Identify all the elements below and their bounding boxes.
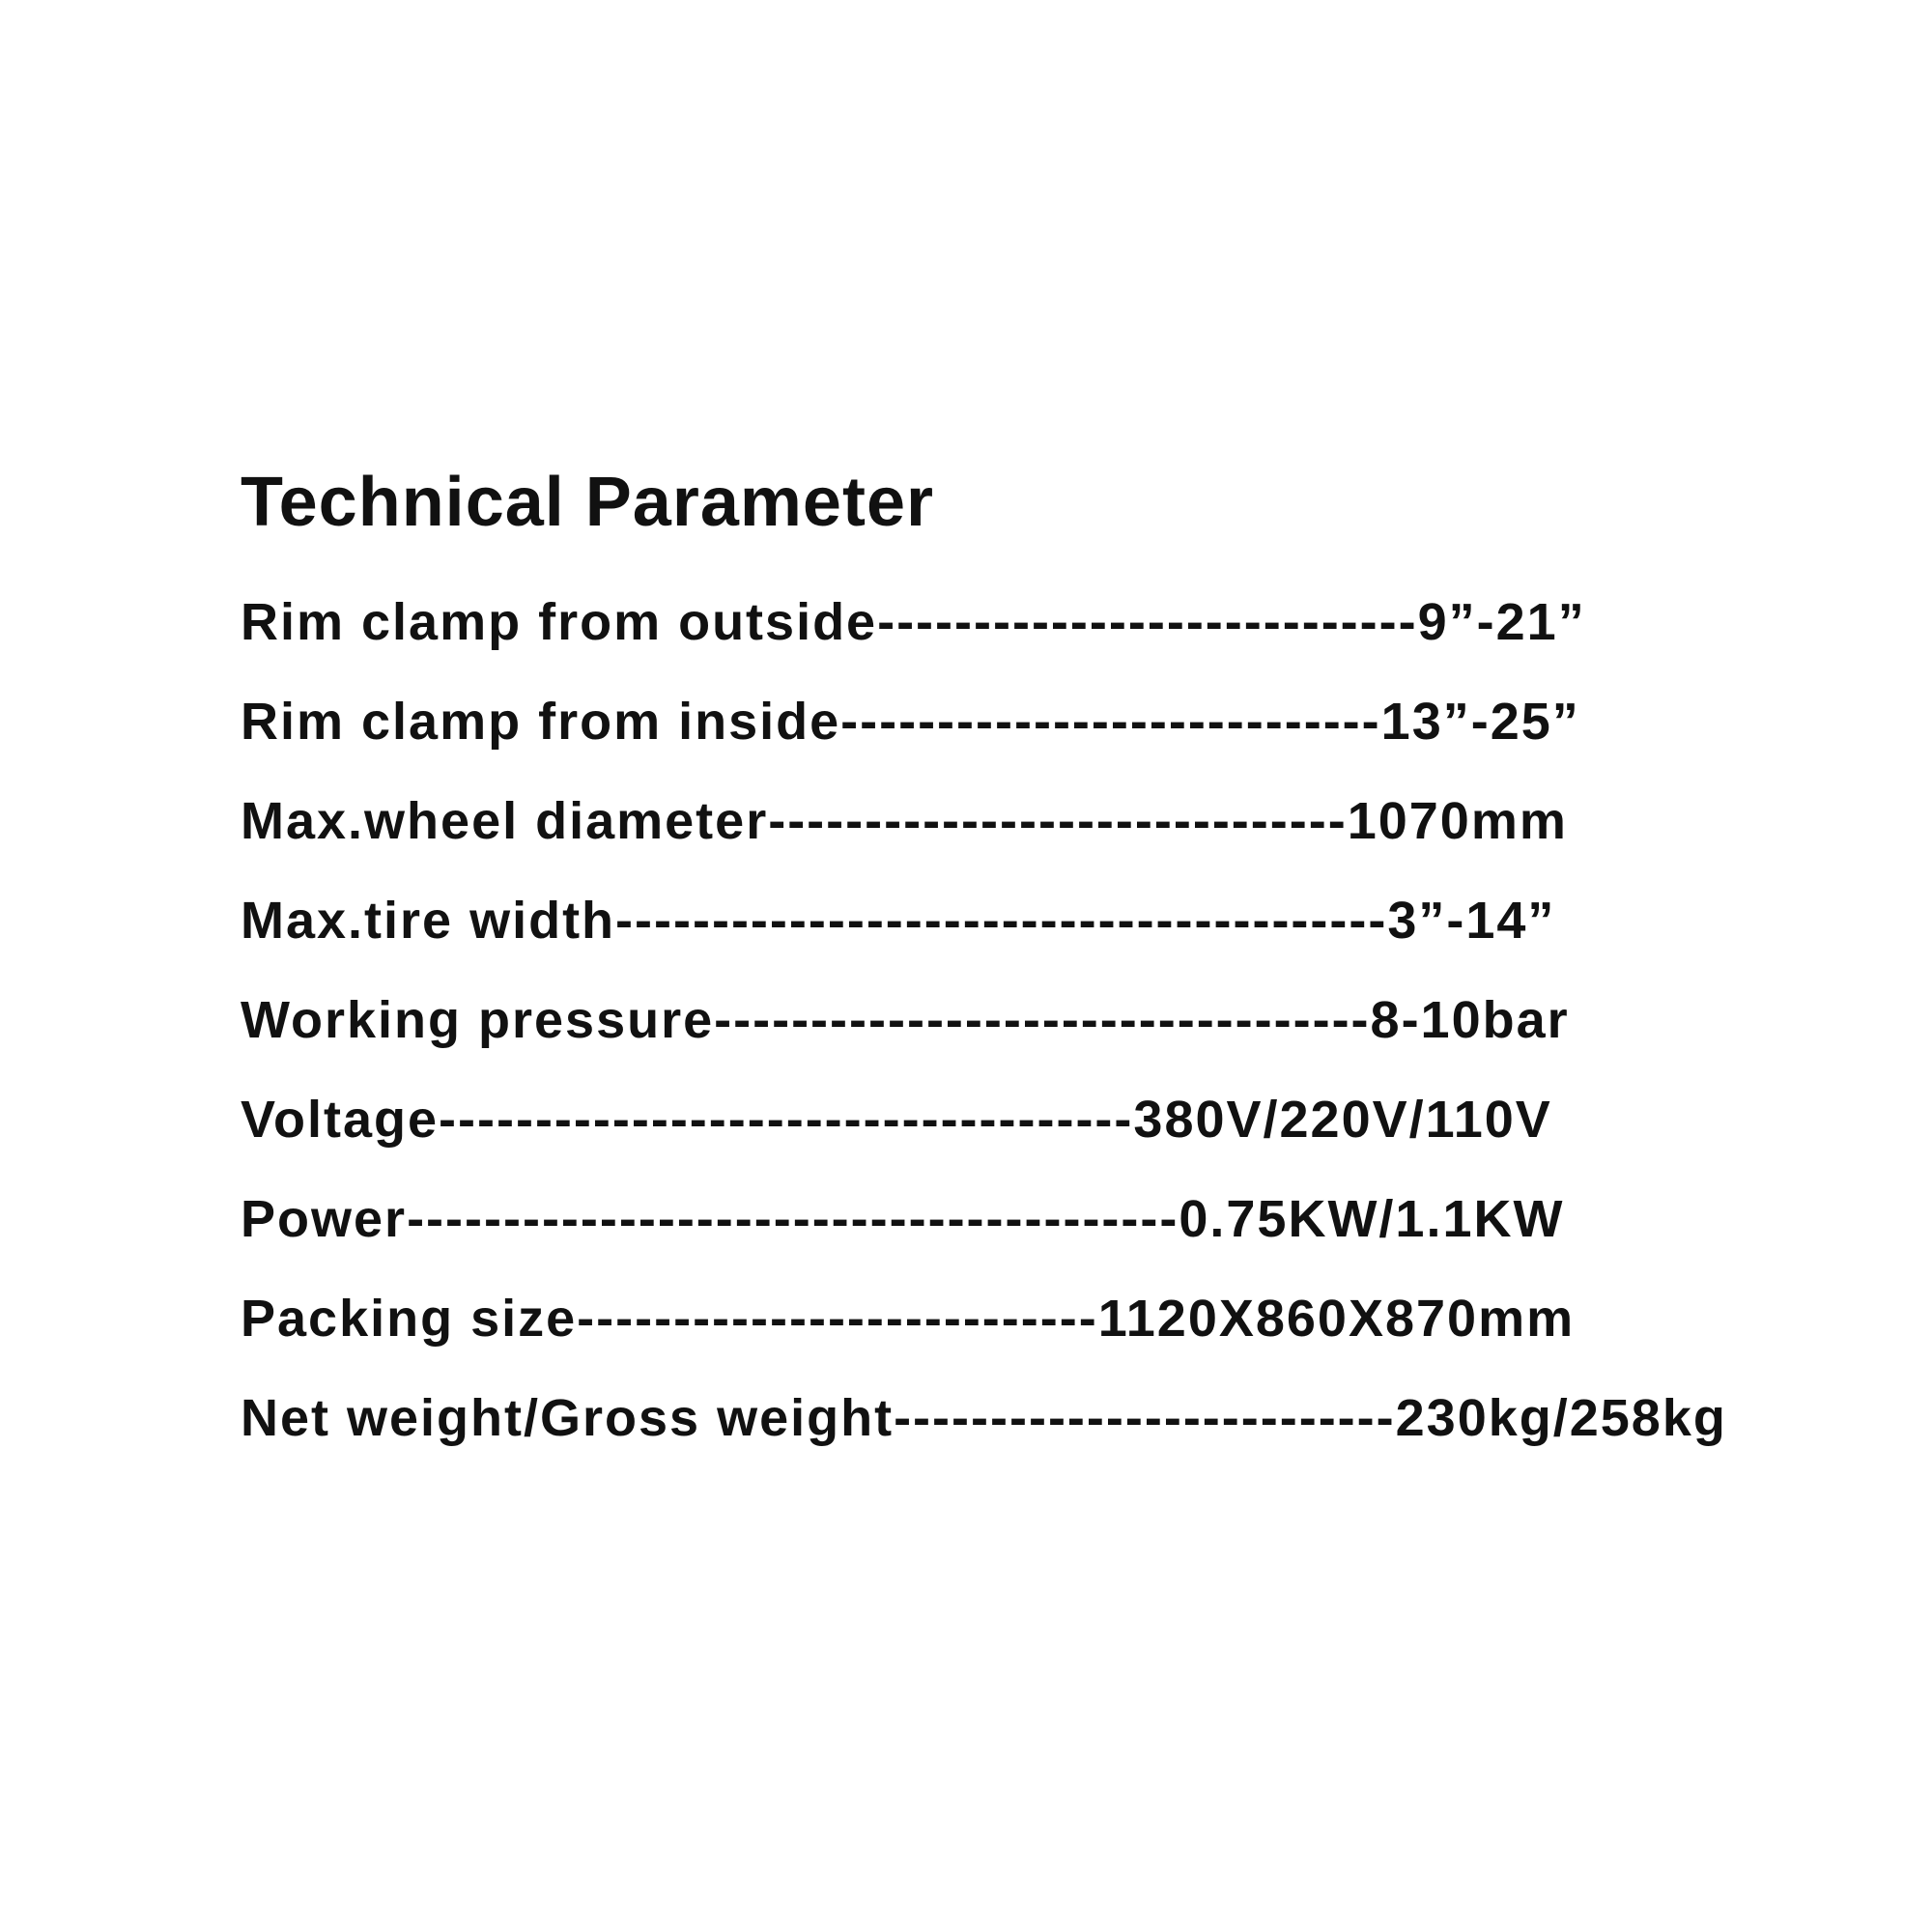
spec-leader: ----------------------------	[877, 593, 1418, 651]
spec-value: 13”-25”	[1380, 693, 1580, 751]
technical-parameter-sheet	[241, 459, 1883, 1468]
spec-row-max-wheel-diameter	[241, 772, 1883, 871]
spec-leader: ------------------------------------	[439, 1091, 1134, 1149]
spec-row-packing-size	[241, 1269, 1883, 1369]
spec-leader: ------------------------------	[768, 792, 1348, 850]
spec-row-power	[241, 1170, 1883, 1269]
spec-row-rim-clamp-outside	[241, 573, 1883, 672]
spec-label: Net weight/Gross weight	[241, 1389, 895, 1447]
spec-row-max-tire-width	[241, 871, 1883, 971]
spec-value: 3”-14”	[1387, 892, 1556, 950]
spec-label: Rim clamp from inside	[241, 693, 841, 751]
spec-list	[241, 573, 1883, 1468]
spec-label: Power	[241, 1190, 408, 1248]
spec-value: 1070mm	[1347, 792, 1568, 850]
spec-label: Working pressure	[241, 991, 715, 1049]
page-title: Technical Parameter	[241, 464, 935, 541]
spec-label: Rim clamp from outside	[241, 593, 878, 651]
spec-value: 230kg/258kg	[1395, 1389, 1727, 1447]
spec-row-rim-clamp-inside	[241, 672, 1883, 772]
spec-label: Packing size	[241, 1290, 578, 1348]
spec-leader: --------------------------	[894, 1389, 1396, 1447]
spec-label: Voltage	[241, 1091, 440, 1149]
spec-row-working-pressure	[241, 971, 1883, 1070]
spec-leader: ----------------------------------------	[615, 892, 1388, 950]
spec-value: 380V/220V/110V	[1133, 1091, 1552, 1149]
spec-label: Max.tire width	[241, 892, 616, 950]
spec-value: 8-10bar	[1370, 991, 1570, 1049]
spec-row-voltage	[241, 1070, 1883, 1170]
spec-value: 0.75KW/1.1KW	[1179, 1190, 1565, 1248]
spec-leader: ----------------------------	[840, 693, 1381, 751]
spec-label: Max.wheel diameter	[241, 792, 769, 850]
spec-value: 1120X860X870mm	[1097, 1290, 1576, 1348]
spec-leader: ---------------------------	[577, 1290, 1098, 1348]
spec-leader: ----------------------------------------	[407, 1190, 1179, 1248]
spec-row-weight	[241, 1369, 1883, 1468]
spec-value: 9”-21”	[1417, 593, 1586, 651]
spec-leader: ----------------------------------	[714, 991, 1371, 1049]
